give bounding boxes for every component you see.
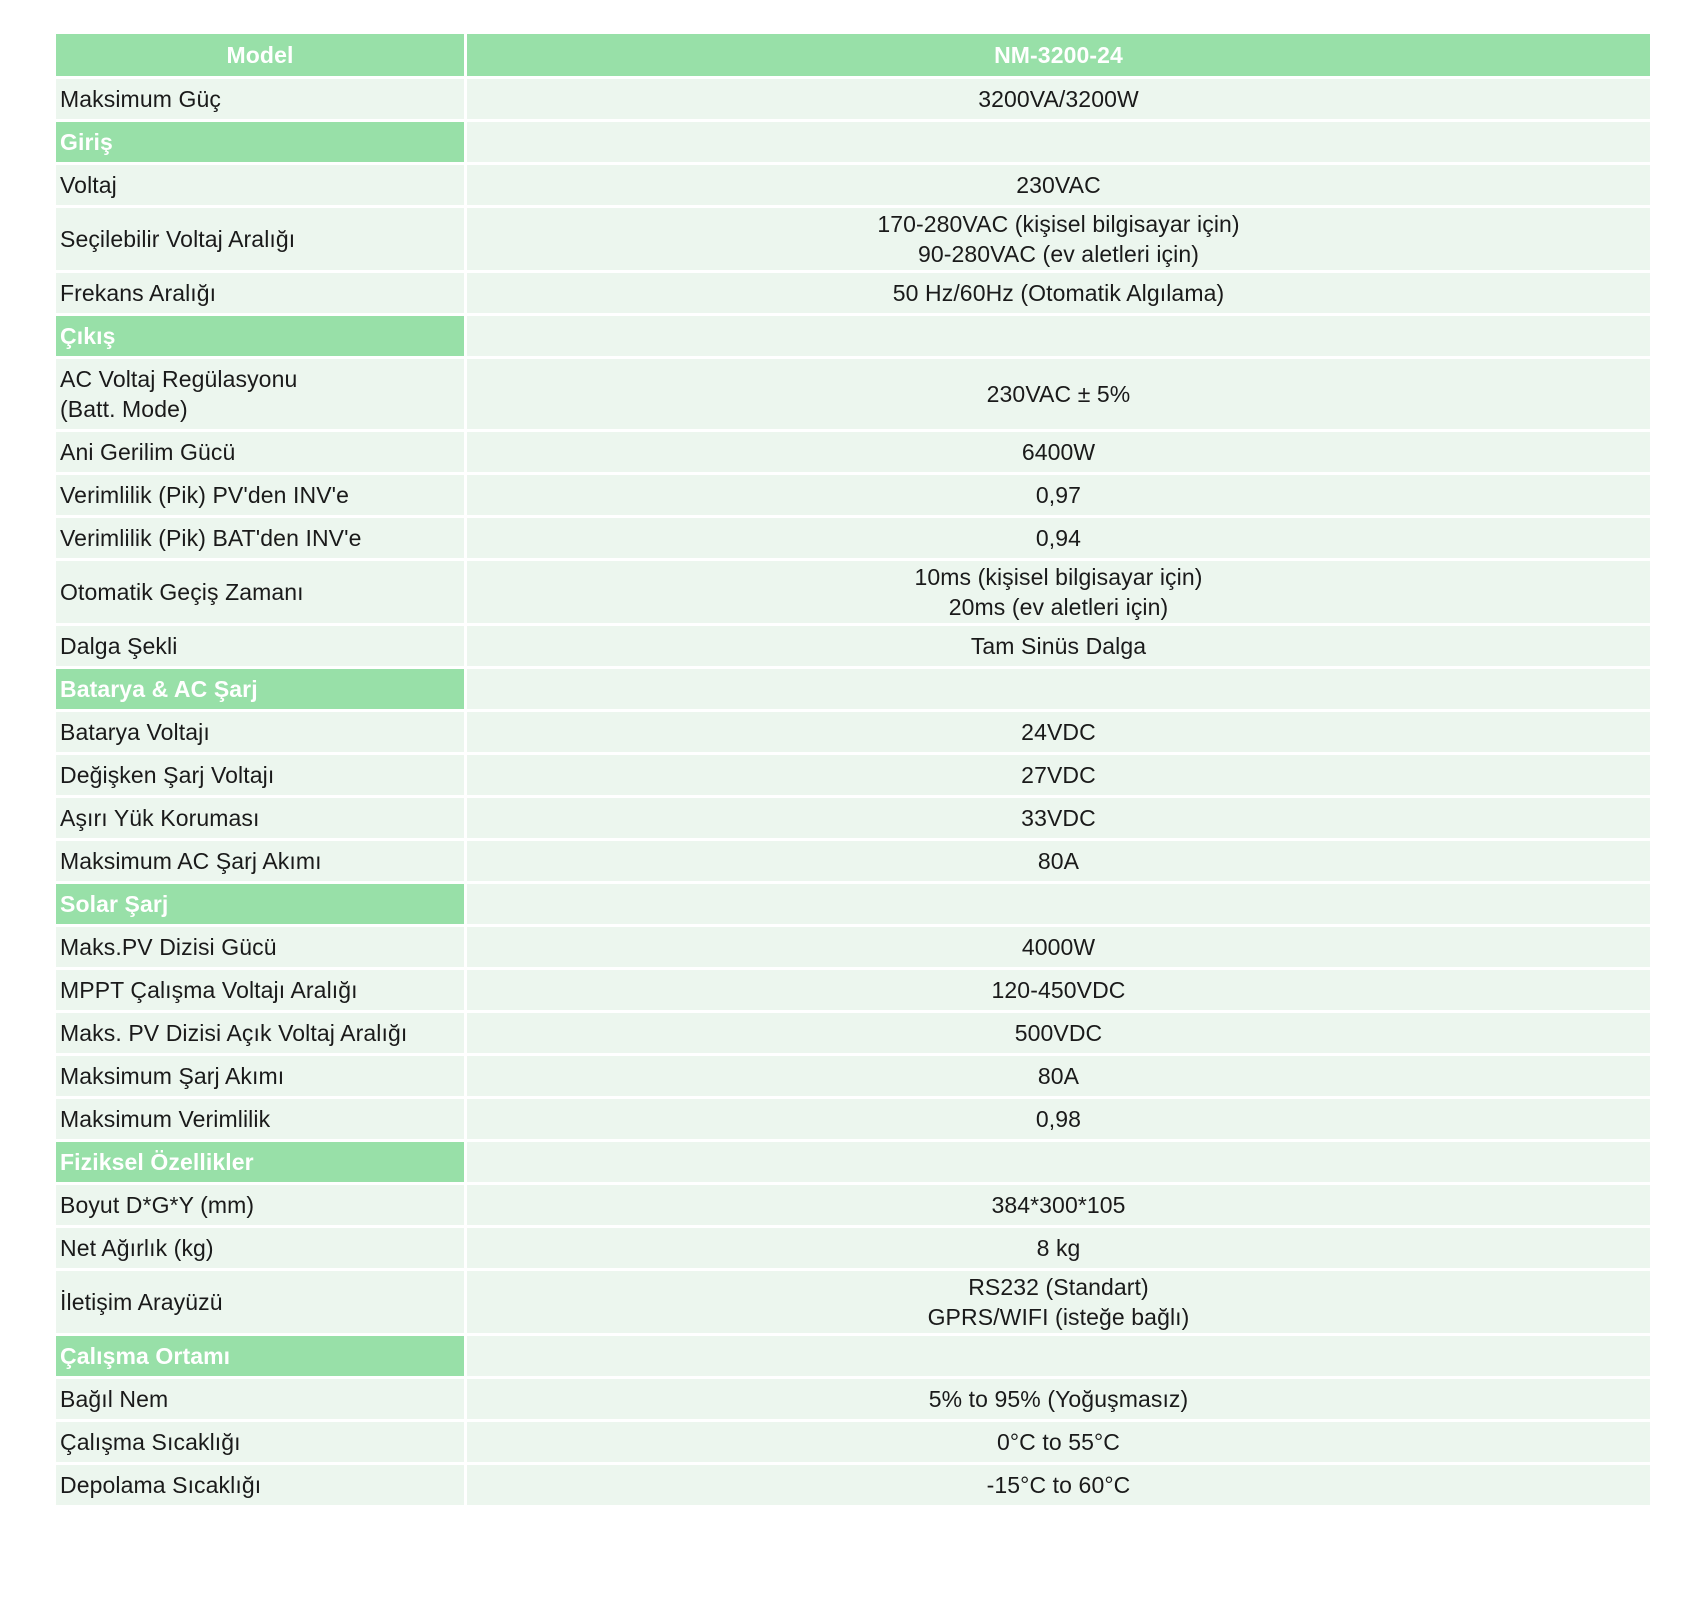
spec-label-line: Maks. PV Dizisi Açık Voltaj Aralığı — [60, 1020, 408, 1046]
table-row — [56, 1379, 1650, 1419]
spec-label-line: Giriş — [60, 129, 113, 155]
spec-label-line: (Batt. Mode) — [60, 396, 188, 422]
spec-label-line: Seçilebilir Voltaj Aralığı — [60, 226, 296, 252]
spec-value-line: 20ms (ev aletleri için) — [948, 594, 1169, 620]
table-row — [56, 165, 1650, 205]
table-header-row — [56, 34, 1650, 76]
spec-label — [56, 1422, 464, 1462]
section-header-row — [56, 1336, 1650, 1376]
table-row — [56, 1013, 1650, 1053]
spec-label — [56, 561, 464, 623]
section-header-row — [56, 884, 1650, 924]
spec-value — [467, 79, 1650, 119]
table-row — [56, 273, 1650, 313]
section-empty-cell — [467, 316, 1650, 356]
section-header-row — [56, 1142, 1650, 1182]
spec-value-line: 4000W — [1021, 934, 1096, 960]
spec-label — [56, 841, 464, 881]
spec-label — [56, 970, 464, 1010]
spec-label — [56, 1271, 464, 1333]
table-row — [56, 432, 1650, 472]
spec-label — [56, 626, 464, 666]
spec-label-line: Verimlilik (Pik) PV'den INV'e — [60, 482, 350, 508]
spec-value-line: 50 Hz/60Hz (Otomatik Algılama) — [892, 280, 1225, 306]
table-row — [56, 1271, 1650, 1333]
spec-value-line: GPRS/WIFI (isteğe bağlı) — [927, 1304, 1190, 1330]
spec-value — [467, 273, 1650, 313]
spec-value — [467, 475, 1650, 515]
section-title — [56, 122, 464, 162]
spec-value — [467, 432, 1650, 472]
spec-label-line: Otomatik Geçiş Zamanı — [60, 579, 304, 605]
spec-label-line: Voltaj — [60, 172, 117, 198]
spec-value — [467, 712, 1650, 752]
spec-label-line: Net Ağırlık (kg) — [60, 1235, 214, 1261]
spec-label-line: Fiziksel Özellikler — [60, 1149, 254, 1175]
section-title — [56, 669, 464, 709]
spec-value — [467, 841, 1650, 881]
spec-value-line: 0°C to 55°C — [996, 1429, 1121, 1455]
spec-value — [467, 1013, 1650, 1053]
spec-label-line: Çıkış — [60, 323, 116, 349]
spec-label-line: Batarya & AC Şarj — [60, 676, 258, 702]
spec-label — [56, 273, 464, 313]
table-row — [56, 798, 1650, 838]
spec-value-line: 8 kg — [1036, 1235, 1081, 1261]
spec-label-line: AC Voltaj Regülasyonu — [60, 366, 298, 392]
spec-label — [56, 755, 464, 795]
spec-label-line: Dalga Şekli — [60, 633, 178, 659]
spec-value-line: RS232 (Standart) — [968, 1274, 1149, 1300]
header-model-value: NM-3200-24 — [467, 34, 1650, 76]
spec-value — [467, 927, 1650, 967]
spec-label-line: Maksimum Verimlilik — [60, 1106, 271, 1132]
spec-label — [56, 712, 464, 752]
table-row — [56, 518, 1650, 558]
spec-label — [56, 1013, 464, 1053]
table-row — [56, 1465, 1650, 1505]
table-row — [56, 755, 1650, 795]
table-row — [56, 79, 1650, 119]
section-header-row — [56, 316, 1650, 356]
spec-label-line: Solar Şarj — [60, 891, 169, 917]
spec-label-line: Maksimum Şarj Akımı — [60, 1063, 285, 1089]
spec-value-line: 230VAC — [1016, 172, 1101, 198]
spec-label — [56, 927, 464, 967]
spec-value — [467, 518, 1650, 558]
spec-value — [467, 798, 1650, 838]
section-title — [56, 1336, 464, 1376]
spec-value-line: 0,97 — [1035, 482, 1082, 508]
spec-value-line: 6400W — [1021, 439, 1096, 465]
spec-value-line: 500VDC — [1014, 1020, 1103, 1046]
spec-table — [56, 34, 1650, 1508]
spec-label — [56, 1379, 464, 1419]
table-row — [56, 841, 1650, 881]
spec-label-line: Değişken Şarj Voltajı — [60, 762, 275, 788]
spec-value-line: 80A — [1037, 1063, 1080, 1089]
spec-label-line: MPPT Çalışma Voltajı Aralığı — [60, 977, 358, 1003]
section-header-row — [56, 122, 1650, 162]
table-row — [56, 1099, 1650, 1139]
section-empty-cell — [467, 1142, 1650, 1182]
section-empty-cell — [467, 1336, 1650, 1376]
spec-value-line: Tam Sinüs Dalga — [970, 633, 1147, 659]
spec-label — [56, 208, 464, 270]
spec-value — [467, 359, 1650, 429]
section-empty-cell — [467, 884, 1650, 924]
table-row — [56, 1422, 1650, 1462]
table-row — [56, 712, 1650, 752]
spec-label — [56, 165, 464, 205]
table-row — [56, 1228, 1650, 1268]
spec-value-line: 24VDC — [1021, 719, 1096, 745]
spec-label — [56, 518, 464, 558]
table-row — [56, 626, 1650, 666]
spec-label — [56, 1056, 464, 1096]
table-row — [56, 359, 1650, 429]
spec-value — [467, 1379, 1650, 1419]
spec-label — [56, 432, 464, 472]
spec-value — [467, 1271, 1650, 1333]
spec-label-line: Batarya Voltajı — [60, 719, 210, 745]
spec-value-line: 230VAC ± 5% — [986, 381, 1131, 407]
section-title — [56, 884, 464, 924]
spec-value-line: 90-280VAC (ev aletleri için) — [917, 241, 1200, 267]
spec-value — [467, 561, 1650, 623]
spec-label-line: Aşırı Yük Koruması — [60, 805, 260, 831]
spec-value — [467, 1422, 1650, 1462]
section-empty-cell — [467, 669, 1650, 709]
spec-label-line: Maksimum AC Şarj Akımı — [60, 848, 322, 874]
spec-value-line: -15°C to 60°C — [986, 1472, 1131, 1498]
spec-value-line: 170-280VAC (kişisel bilgisayar için) — [877, 211, 1240, 237]
table-row — [56, 561, 1650, 623]
spec-value-line: 0,94 — [1035, 525, 1082, 551]
spec-value-line: 5% to 95% (Yoğuşmasız) — [928, 1386, 1189, 1412]
spec-label — [56, 1099, 464, 1139]
spec-value-line: 33VDC — [1021, 805, 1096, 831]
spec-rows — [56, 79, 1650, 1505]
spec-value — [467, 208, 1650, 270]
spec-value-line: 27VDC — [1021, 762, 1096, 788]
table-row — [56, 208, 1650, 270]
section-header-row — [56, 669, 1650, 709]
spec-label-line: Çalışma Ortamı — [60, 1343, 231, 1369]
spec-label-line: Verimlilik (Pik) BAT'den INV'e — [60, 525, 362, 551]
spec-value-line: 80A — [1037, 848, 1080, 874]
spec-label-line: Çalışma Sıcaklığı — [60, 1429, 241, 1455]
section-title — [56, 316, 464, 356]
spec-value-line: 384*300*105 — [991, 1192, 1126, 1218]
spec-label-line: Depolama Sıcaklığı — [60, 1472, 262, 1498]
spec-label-line: Boyut D*G*Y (mm) — [60, 1192, 255, 1218]
spec-value-line: 3200VA/3200W — [978, 86, 1139, 112]
spec-label-line: Ani Gerilim Gücü — [60, 439, 236, 465]
spec-value — [467, 1185, 1650, 1225]
spec-value-line: 0,98 — [1035, 1106, 1082, 1132]
table-row — [56, 927, 1650, 967]
spec-value — [467, 1099, 1650, 1139]
spec-value — [467, 1056, 1650, 1096]
spec-value — [467, 970, 1650, 1010]
spec-label — [56, 1465, 464, 1505]
spec-value — [467, 1228, 1650, 1268]
spec-value — [467, 1465, 1650, 1505]
table-row — [56, 1056, 1650, 1096]
spec-value-line: 10ms (kişisel bilgisayar için) — [914, 564, 1203, 590]
table-row — [56, 1185, 1650, 1225]
spec-label-line: Maks.PV Dizisi Gücü — [60, 934, 277, 960]
section-empty-cell — [467, 122, 1650, 162]
spec-value — [467, 626, 1650, 666]
table-row — [56, 970, 1650, 1010]
spec-value-line: 120-450VDC — [991, 977, 1126, 1003]
table-row — [56, 475, 1650, 515]
spec-label-line: Frekans Aralığı — [60, 280, 217, 306]
spec-label — [56, 1185, 464, 1225]
spec-label — [56, 79, 464, 119]
spec-value — [467, 755, 1650, 795]
spec-label — [56, 1228, 464, 1268]
spec-label — [56, 798, 464, 838]
spec-label — [56, 359, 464, 429]
spec-value — [467, 165, 1650, 205]
header-model-label: Model — [56, 34, 464, 76]
spec-label — [56, 475, 464, 515]
spec-label-line: Bağıl Nem — [60, 1386, 169, 1412]
section-title — [56, 1142, 464, 1182]
spec-label-line: İletişim Arayüzü — [60, 1289, 223, 1315]
spec-label-line: Maksimum Güç — [60, 86, 221, 112]
